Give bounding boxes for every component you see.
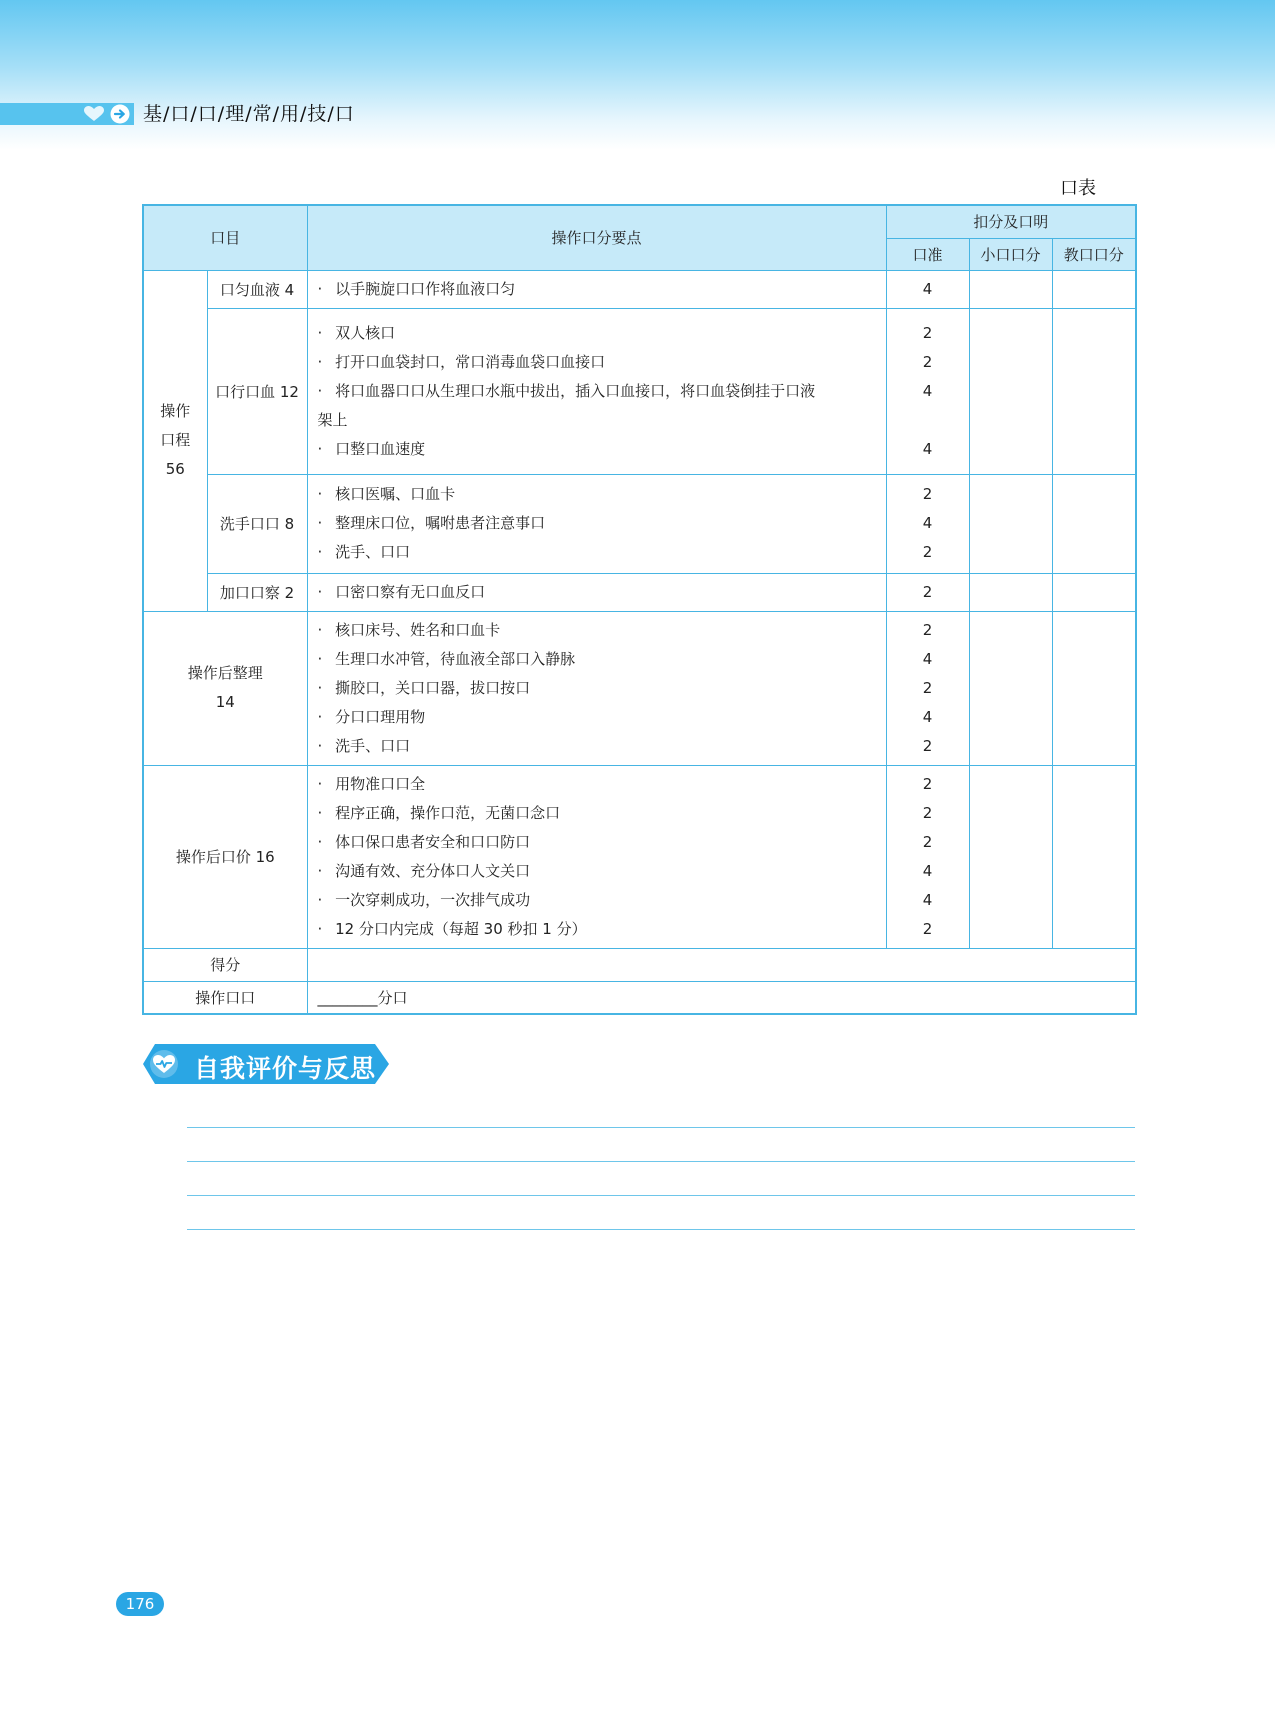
standard-value: 2 — [922, 352, 933, 371]
teacher-score-cell[interactable] — [1052, 573, 1136, 611]
point-text: · 打开口血袋封口，常口消毒血袋口血接口 — [318, 348, 876, 377]
point-text: · 生理口水冲管，待血液全部口入静脉 — [318, 645, 876, 674]
point-text: · 洗手、口口 — [318, 732, 876, 761]
standard-value: 2 — [922, 620, 933, 639]
observe-standards — [886, 573, 969, 611]
mix-standards — [886, 270, 969, 308]
time-blank[interactable]: ________ — [317, 988, 378, 1007]
header-deduction: 扣分及口明 — [886, 205, 1136, 238]
scoring-table — [142, 204, 1137, 1015]
eval-points — [307, 765, 886, 948]
point-text: · 撕胶口，关口口器，拔口按口 — [318, 674, 876, 703]
eval-standards — [886, 765, 969, 948]
sub-transfuse-label: 口行口血 12 — [207, 308, 307, 474]
point-text: · 沟通有效、充分体口人文关口 — [318, 857, 876, 886]
standard-value: 4 — [922, 890, 933, 909]
teacher-score-cell[interactable] — [1052, 474, 1136, 573]
standard-value: 2 — [922, 774, 933, 793]
reflection-write-line[interactable] — [187, 1161, 1135, 1162]
section-process-line1: 操作 — [160, 402, 191, 420]
heart-pulse-icon — [152, 1052, 176, 1076]
header-points: 操作口分要点 — [307, 205, 886, 270]
header-group-score: 小口口分 — [969, 238, 1052, 270]
standard-value: 4 — [922, 439, 933, 458]
section-process-label — [143, 270, 207, 611]
heart-icon — [84, 106, 104, 122]
table-caption: 口表 — [1060, 178, 1096, 199]
after-points — [307, 611, 886, 765]
transfuse-points — [307, 308, 886, 474]
standard-value: 4 — [922, 514, 933, 532]
standard-value: 4 — [922, 707, 933, 726]
reflection-write-line[interactable] — [187, 1229, 1135, 1230]
teacher-score-cell[interactable] — [1052, 308, 1136, 474]
standard-value: 4 — [922, 279, 933, 298]
point-text: · 将口血器口口从生理口水瓶中拔出，插入口血接口，将口血袋倒挂于口液 — [318, 377, 876, 406]
section-after-score: 14 — [215, 693, 235, 711]
standard-value: 2 — [922, 803, 933, 822]
point-text: · 一次穿刺成功，一次排气成功 — [318, 886, 876, 915]
total-score-cell[interactable] — [307, 948, 1136, 981]
header-item: 口目 — [143, 205, 307, 270]
sub-mix-label: 口匀血液 4 — [207, 270, 307, 308]
group-score-cell[interactable] — [969, 765, 1052, 948]
wash-points — [307, 474, 886, 573]
standard-value: 4 — [922, 861, 933, 880]
book-title: 基/口/口/理/常/用/技/口 — [143, 103, 355, 125]
header-standard: 口准 — [886, 238, 969, 270]
sub-wash-label: 洗手口口 8 — [207, 474, 307, 573]
group-score-cell[interactable] — [969, 270, 1052, 308]
arrow-circle-icon — [110, 104, 130, 124]
standard-value: 2 — [922, 543, 933, 561]
header-teacher-score: 教口口分 — [1052, 238, 1136, 270]
standard-value: 2 — [922, 832, 933, 851]
point-text: · 口密口察有无口血反口 — [318, 578, 876, 607]
point-text: · 洗手、口口 — [318, 538, 876, 567]
point-text: · 以手腕旋口口作将血液口匀 — [318, 275, 876, 304]
standard-value: 2 — [922, 678, 933, 697]
section-process-score: 56 — [165, 460, 185, 478]
time-row-label: 操作口口 — [143, 981, 307, 1014]
point-text: · 程序正确，操作口范，无菌口念口 — [318, 799, 876, 828]
teacher-score-cell[interactable] — [1052, 611, 1136, 765]
point-text: · 体口保口患者安全和口口防口 — [318, 828, 876, 857]
top-gradient-band — [0, 0, 1275, 150]
standard-value: 2 — [922, 485, 933, 503]
time-cell[interactable] — [307, 981, 1136, 1014]
score-row-label: 得分 — [143, 948, 307, 981]
point-text: · 双人核口 — [318, 319, 876, 348]
standard-value: 2 — [922, 736, 933, 755]
standard-value: 2 — [922, 323, 933, 342]
point-text: · 用物准口口全 — [318, 770, 876, 799]
section-process-line2: 口程 — [160, 431, 191, 449]
group-score-cell[interactable] — [969, 308, 1052, 474]
group-score-cell[interactable] — [969, 474, 1052, 573]
reflection-write-line[interactable] — [187, 1127, 1135, 1128]
section-eval-label: 操作后口价 16 — [143, 765, 307, 948]
transfuse-standards — [886, 308, 969, 474]
reflection-write-line[interactable] — [187, 1195, 1135, 1196]
teacher-score-cell[interactable] — [1052, 270, 1136, 308]
reflection-title: 自我评价与反思 — [194, 1054, 377, 1083]
page-number: 176 — [116, 1592, 164, 1616]
group-score-cell[interactable] — [969, 611, 1052, 765]
section-after-label — [143, 611, 307, 765]
after-standards — [886, 611, 969, 765]
point-text: · 分口口理用物 — [318, 703, 876, 732]
teacher-score-cell[interactable] — [1052, 765, 1136, 948]
wash-standards — [886, 474, 969, 573]
standard-value: 4 — [922, 381, 933, 400]
point-text: · 核口床号、姓名和口血卡 — [318, 616, 876, 645]
standard-value: 4 — [922, 649, 933, 668]
point-text: · 整理床口位，嘱咐患者注意事口 — [318, 509, 876, 538]
point-text: · 口整口血速度 — [318, 435, 876, 464]
point-text: · 12 分口内完成（每超 30 秒扣 1 分） — [318, 915, 876, 944]
sub-observe-label: 加口口察 2 — [207, 573, 307, 611]
group-score-cell[interactable] — [969, 573, 1052, 611]
standard-value: 2 — [922, 919, 933, 938]
section-after-title: 操作后整理 — [187, 664, 263, 682]
mix-points — [307, 270, 886, 308]
standard-value: 2 — [922, 582, 933, 601]
point-text-continued: 架上 — [317, 410, 348, 429]
observe-points — [307, 573, 886, 611]
time-unit: 分口 — [377, 988, 408, 1007]
point-text: · 核口医嘱、口血卡 — [318, 480, 876, 509]
